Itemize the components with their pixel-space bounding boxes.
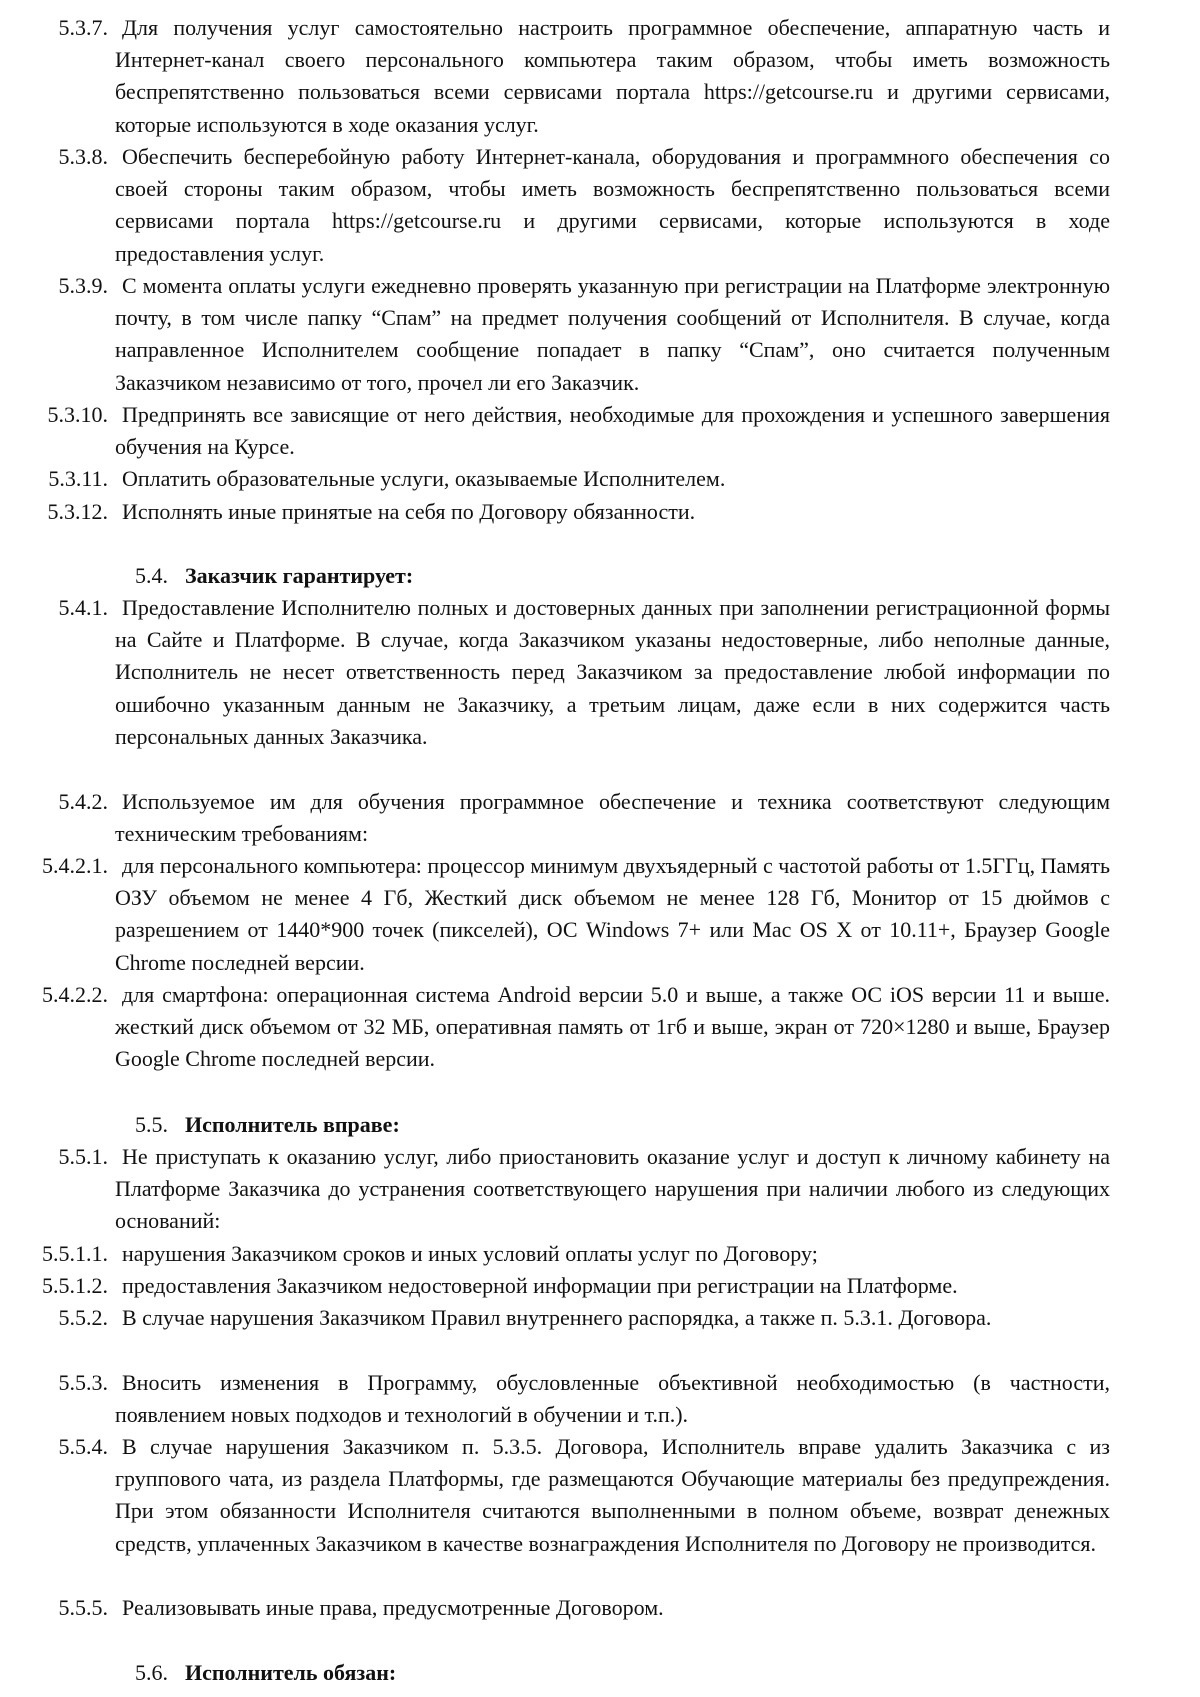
clause-number: 5.3.11. <box>48 466 108 491</box>
clause-number: 5.5.1.2. <box>42 1273 108 1298</box>
clause-5-3-11 <box>48 463 1110 495</box>
section-title: Исполнитель обязан: <box>185 1660 397 1685</box>
section-number: 5.6. <box>135 1660 168 1685</box>
clause-number: 5.5.3. <box>58 1370 108 1395</box>
clause-number: 5.3.9. <box>58 273 108 298</box>
clause-5-4-2-1 <box>42 850 1110 979</box>
clause-number: 5.4.2.1. <box>42 853 108 878</box>
clause-text: для смартфона: операционная система Android версии 5.0 и выше, а также ОС iOS версии 11 и выше. жесткий диск объемом от 32 МБ, оперативная память от 1гб и выше, экран от 720×1280 и выше, Браузер Google Chrome последней версии. <box>115 982 1110 1072</box>
clause-number: 5.4.2. <box>58 789 108 814</box>
clause-5-5-1-2 <box>42 1270 1110 1302</box>
section-heading-5-4 <box>135 560 413 592</box>
clause-5-5-1-1 <box>42 1238 1110 1270</box>
clause-number: 5.3.12. <box>47 499 108 524</box>
clause-text: Не приступать к оказанию услуг, либо приостановить оказание услуг и доступ к личному кабинету на Платформе Заказчика до устранения соответствующего нарушения при наличии любого из следующих оснований: <box>115 1144 1110 1234</box>
clause-text: Реализовывать иные права, предусмотренные Договором. <box>122 1595 664 1620</box>
clause-number: 5.3.10. <box>47 402 108 427</box>
clause-text: В случае нарушения Заказчиком п. 5.3.5. Договора, Исполнитель вправе удалить Заказчика с из группового чата, из раздела Платформы, где размещаются Обучающие материалы без предупреждения. При этом обязанности Исполнителя считаются выполненными в полном объеме, возврат денежных средств, уплаченных Заказчиком в качестве вознаграждения Исполнителя по Договору не производится. <box>115 1434 1110 1556</box>
clause-text: Предпринять все зависящие от него действия, необходимые для прохождения и успешного завершения обучения на Курсе. <box>115 402 1110 460</box>
clause-5-3-10 <box>47 399 1110 463</box>
clause-5-3-9 <box>58 270 1110 399</box>
clause-number: 5.3.7. <box>58 15 108 40</box>
clause-text: В случае нарушения Заказчиком Правил внутреннего распорядка, а также п. 5.3.1. Договора. <box>122 1305 992 1330</box>
section-number: 5.5. <box>135 1112 168 1137</box>
clause-5-5-4 <box>58 1431 1110 1560</box>
clause-text: Предоставление Исполнителю полных и достоверных данных при заполнении регистрационной формы на Сайте и Платформе. В случае, когда Заказчиком указаны недостоверные, либо неполные данные, Исполнитель не несет ответственность перед Заказчиком за предоставление любой информации по ошибочно указанным данным не Заказчику, а третьим лицам, даже если в них содержится часть персональных данных Заказчика. <box>115 595 1110 749</box>
clause-5-5-5 <box>58 1592 1110 1624</box>
clause-5-3-12 <box>47 496 1110 528</box>
clause-text: нарушения Заказчиком сроков и иных условий оплаты услуг по Договору; <box>122 1241 818 1266</box>
clause-number: 5.4.2.2. <box>42 982 108 1007</box>
clause-5-3-7 <box>58 12 1110 141</box>
section-heading-5-6 <box>135 1657 396 1689</box>
section-title: Исполнитель вправе: <box>185 1112 400 1137</box>
section-number: 5.4. <box>135 563 168 588</box>
clause-text: Оплатить образовательные услуги, оказываемые Исполнителем. <box>122 466 726 491</box>
clause-5-4-2-2 <box>42 979 1110 1076</box>
section-heading-5-5 <box>135 1109 400 1141</box>
clause-5-4-2 <box>58 786 1110 850</box>
clause-number: 5.3.8. <box>58 144 108 169</box>
clause-text: Обеспечить бесперебойную работу Интернет-канала, оборудования и программного обеспечения со своей стороны таким образом, чтобы иметь возможность беспрепятственно пользоваться всеми сервисами портала https://getcourse.ru и другими сервисами, которые используются в ходе предоставления услуг. <box>115 144 1110 266</box>
clause-number: 5.5.2. <box>58 1305 108 1330</box>
clause-5-5-1 <box>58 1141 1110 1238</box>
clause-5-3-8 <box>58 141 1110 270</box>
clause-text: Вносить изменения в Программу, обусловленные объективной необходимостью (в частности, появлением новых подходов и технологий в обучении и т.п.). <box>115 1370 1110 1428</box>
clause-text: для персонального компьютера: процессор минимум двухъядерный с частотой работы от 1.5ГГц, Память ОЗУ объемом не менее 4 Гб, Жесткий диск объемом не менее 128 Гб, Монитор от 15 дюймов с разрешением от 1440*900 точек (пикселей), ОС Windows 7+ или Mac OS X от 10.11+, Браузер Google Chrome последней версии. <box>115 853 1110 975</box>
clause-5-4-1 <box>58 592 1110 753</box>
clause-number: 5.5.4. <box>58 1434 108 1459</box>
clause-text: Исполнять иные принятые на себя по Договору обязанности. <box>122 499 696 524</box>
clause-text: предоставления Заказчиком недостоверной информации при регистрации на Платформе. <box>122 1273 958 1298</box>
clause-number: 5.5.1. <box>58 1144 108 1169</box>
clause-number: 5.4.1. <box>58 595 108 620</box>
clause-text: С момента оплаты услуги ежедневно проверять указанную при регистрации на Платформе электронную почту, в том числе папку “Спам” на предмет получения сообщений от Исполнителя. В случае, когда направленное Исполнителем сообщение попадает в папку “Спам”, оно считается полученным Заказчиком независимо от того, прочел ли его Заказчик. <box>115 273 1110 395</box>
section-title: Заказчик гарантирует: <box>185 563 414 588</box>
clause-number: 5.5.1.1. <box>42 1241 108 1266</box>
clause-text: Используемое им для обучения программное обеспечение и техника соответствуют следующим техническим требованиям: <box>115 789 1110 847</box>
clause-5-5-2 <box>58 1302 1110 1334</box>
clause-text: Для получения услуг самостоятельно настроить программное обеспечение, аппаратную часть и Интернет-канал своего персонального компьютера таким образом, чтобы иметь возможность беспрепятственно пользоваться всеми сервисами портала https://getcourse.ru и другими сервисами, которые используются в ходе оказания услуг. <box>115 15 1110 137</box>
clause-5-5-3 <box>58 1367 1110 1431</box>
clause-number: 5.5.5. <box>58 1595 108 1620</box>
